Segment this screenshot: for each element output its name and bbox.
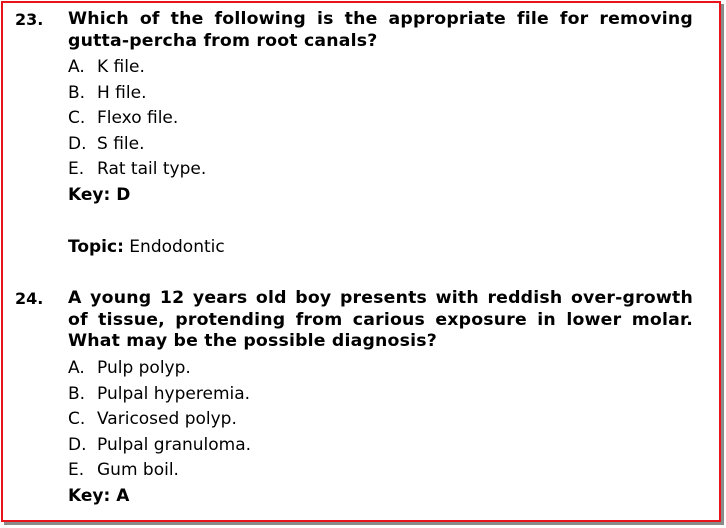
options-list [68,55,206,183]
option-text: Pulpal hyperemia. [97,383,251,404]
options-list [68,356,251,484]
option-text: K file. [97,57,145,77]
option-letter: B. [68,82,86,103]
option-text: Pulp polyp. [97,358,191,378]
option-letter: C. [68,108,86,129]
option-letter: B. [68,383,86,404]
question-stem-line: of tissue, protending from carious exposure in lower molar. [68,309,693,330]
question-stem [68,9,693,52]
option-e [68,157,206,183]
question-stem-line: gutta-percha from root canals? [68,30,378,51]
option-b [68,81,206,107]
question-stem [68,288,693,353]
question-number: 24. [15,289,44,308]
option-d [68,433,251,459]
option-letter: E. [68,159,85,180]
question-stem-line: A young 12 years old boy presents with reddish over-growth [68,288,693,308]
option-letter: A. [68,358,85,378]
option-text: H file. [97,82,147,103]
option-letter: A. [68,57,85,77]
option-c [68,407,251,433]
answer-key: Key: A [68,486,130,506]
option-letter: D. [68,434,87,455]
option-text: Gum boil. [97,460,179,481]
option-d [68,132,206,158]
option-b [68,382,251,408]
option-letter: C. [68,409,86,430]
option-text: Varicosed polyp. [97,409,237,430]
option-text: Flexo file. [97,108,179,129]
topic-line [68,236,225,258]
option-e [68,458,251,484]
question-stem-line: What may be the possible diagnosis? [68,331,437,351]
option-letter: E. [68,460,85,481]
option-text: Rat tail type. [97,159,207,180]
document-page [1,1,721,522]
option-text: Pulpal granuloma. [97,434,252,455]
option-a [68,55,206,81]
topic-label: Topic: [68,237,124,257]
topic-value: Endodontic [129,237,225,257]
option-letter: D. [68,133,87,154]
option-c [68,106,206,132]
option-a [68,356,251,382]
option-text: S file. [97,133,145,154]
answer-key: Key: D [68,185,131,205]
question-stem-line: Which of the following is the appropriate file for removing [68,9,693,29]
question-number: 23. [15,10,44,29]
